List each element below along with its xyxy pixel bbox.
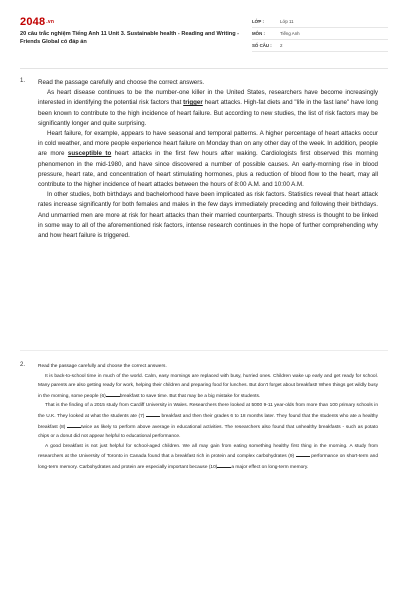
paragraph-text: Heart failure, for example, appears to have seasonal and temporal patterns. A higher percentage of heart attacks occur in cold weather, and more people experience heart failure on Monday than on any other day of the week. In addition, people are more: [38, 130, 378, 158]
paragraph-text: heart attacks in the first few hours after waking. Cardiologists first observed this morning phenomenon in the mid-1980, and have since discovered a number of possible causes. An early-morning rise in blood pressure, heart rate, and concentration of heart stimulating hormones, plus a reduction of blood flow to the heart, may all contribute to the higher incidence of heart attacks between the hours of 8:00 A.M. and 10:00 A.M.: [38, 150, 378, 189]
meta-row-lop: [252, 16, 388, 28]
paragraph-text: A good breakfast is not just helpful for school-aged children. We all may gain from eating something healthy first thing in the morning. A study from researchers at the University of Toronto in Canada found that a breakfast rich in protein and complex carbohydrates (9): [38, 443, 378, 460]
paragraph-text: twice as likely to perform above average in educational activities. The researchers also found that unhealthy breakfasts - such as potato chips or a donut did not appear helpful to educational performance.: [38, 424, 378, 440]
paragraph-text: breakfast to save time. But that may be a big mistake for students.: [119, 393, 261, 399]
meta-row-socau: [252, 40, 388, 52]
meta-label-socau: SỐ CÂU :: [252, 43, 272, 48]
logo-suffix: .vn: [46, 19, 55, 26]
document-title: 20 câu trắc nghiệm Tiếng Anh 11 Unit 3. Sustainable health - Reading and Writing - Friends Global có đáp án: [20, 31, 240, 45]
paragraph-text: a major effect on long-term memory.: [231, 464, 309, 470]
page-header: [20, 12, 388, 58]
keyword-susceptible: susceptible to: [67, 150, 112, 158]
question-prompt: Read the passage carefully and choose the correct answers.: [38, 79, 205, 86]
passage-paragraph-2: [38, 401, 378, 441]
question-number: 1.: [20, 78, 26, 84]
passage-paragraph-3: [38, 442, 378, 473]
paragraph-text: heart attacks. High-fat diets and "life in the fast lane" have long been known to contribute to the high incidence of heart failure. But according to new studies, the list of risk factors may be significantly longer and quite surprising.: [38, 99, 378, 127]
question-prompt: Read the passage carefully and choose the correct answers.: [38, 364, 167, 369]
keyword-trigger: trigger: [183, 99, 203, 107]
site-logo[interactable]: [20, 16, 54, 28]
paragraph-text: performance on short-term and long-term memory. Carbohydrates and protein are especially important because (10): [38, 454, 378, 470]
meta-value-lop: Lớp 11: [280, 19, 294, 24]
meta-value-socau: 2: [280, 43, 283, 48]
paragraph-text: That is the finding of a 2015 study from Cardiff University in Wales. Researchers there looked at 5000 9-11 year-olds from more than 100 primary schools in the U.K. They looked at what the students ate (7): [38, 403, 378, 419]
question-body: [38, 78, 378, 241]
passage-paragraph-3: In other studies, both birthdays and bachelorhood have been implicated as risk factors. Statistics reveal that heart attack rates increase significantly for both females and males in the few days immediately preceding and following their birthdays. And unmarried men are more at risk for heart attacks than their married counterparts. Though stress is thought to be linked in some way to all of the aforementioned risk factors, intense research continues in the hope of further comprehending why and how heart failure is triggered.: [38, 191, 378, 240]
question-body: [38, 362, 378, 473]
meta-value-mon: Tiếng Anh: [280, 31, 300, 36]
logo-text: 2048: [20, 16, 46, 28]
blank-9[interactable]: [296, 451, 310, 457]
passage-paragraph-1: [38, 88, 378, 129]
blank-8[interactable]: [67, 422, 81, 428]
blank-7[interactable]: [146, 411, 160, 417]
question-divider: [20, 350, 388, 351]
blank-10[interactable]: [217, 462, 231, 468]
header-divider: [20, 68, 388, 69]
question-number: 2.: [20, 362, 26, 368]
meta-label-mon: MÔN :: [252, 31, 265, 36]
meta-label-lop: LỚP :: [252, 19, 264, 24]
meta-table: [252, 16, 388, 52]
paragraph-text: breakfast and then their grades 6 to 18 months later. They found that the students who ate a healthy breakfast (8): [38, 413, 379, 430]
paragraph-text: As heart disease continues to be the number-one killer in the United States, researchers have become increasingly interested in identifying the potential risk factors that: [38, 89, 378, 107]
blank-6[interactable]: [106, 391, 120, 397]
meta-row-mon: [252, 28, 388, 40]
passage-paragraph-1: [38, 372, 378, 402]
passage-paragraph-2: [38, 129, 378, 190]
paragraph-text: It is back-to-school time in much of the world. Calm, easy mornings are replaced with busy, hurried ones. Children wake up early and get ready for school. Many parents are also getting ready for work, helping their children and preparing food for lunches. But don't forget about breakfast! When things get wildly busy in the morning, some people (6): [38, 373, 378, 399]
